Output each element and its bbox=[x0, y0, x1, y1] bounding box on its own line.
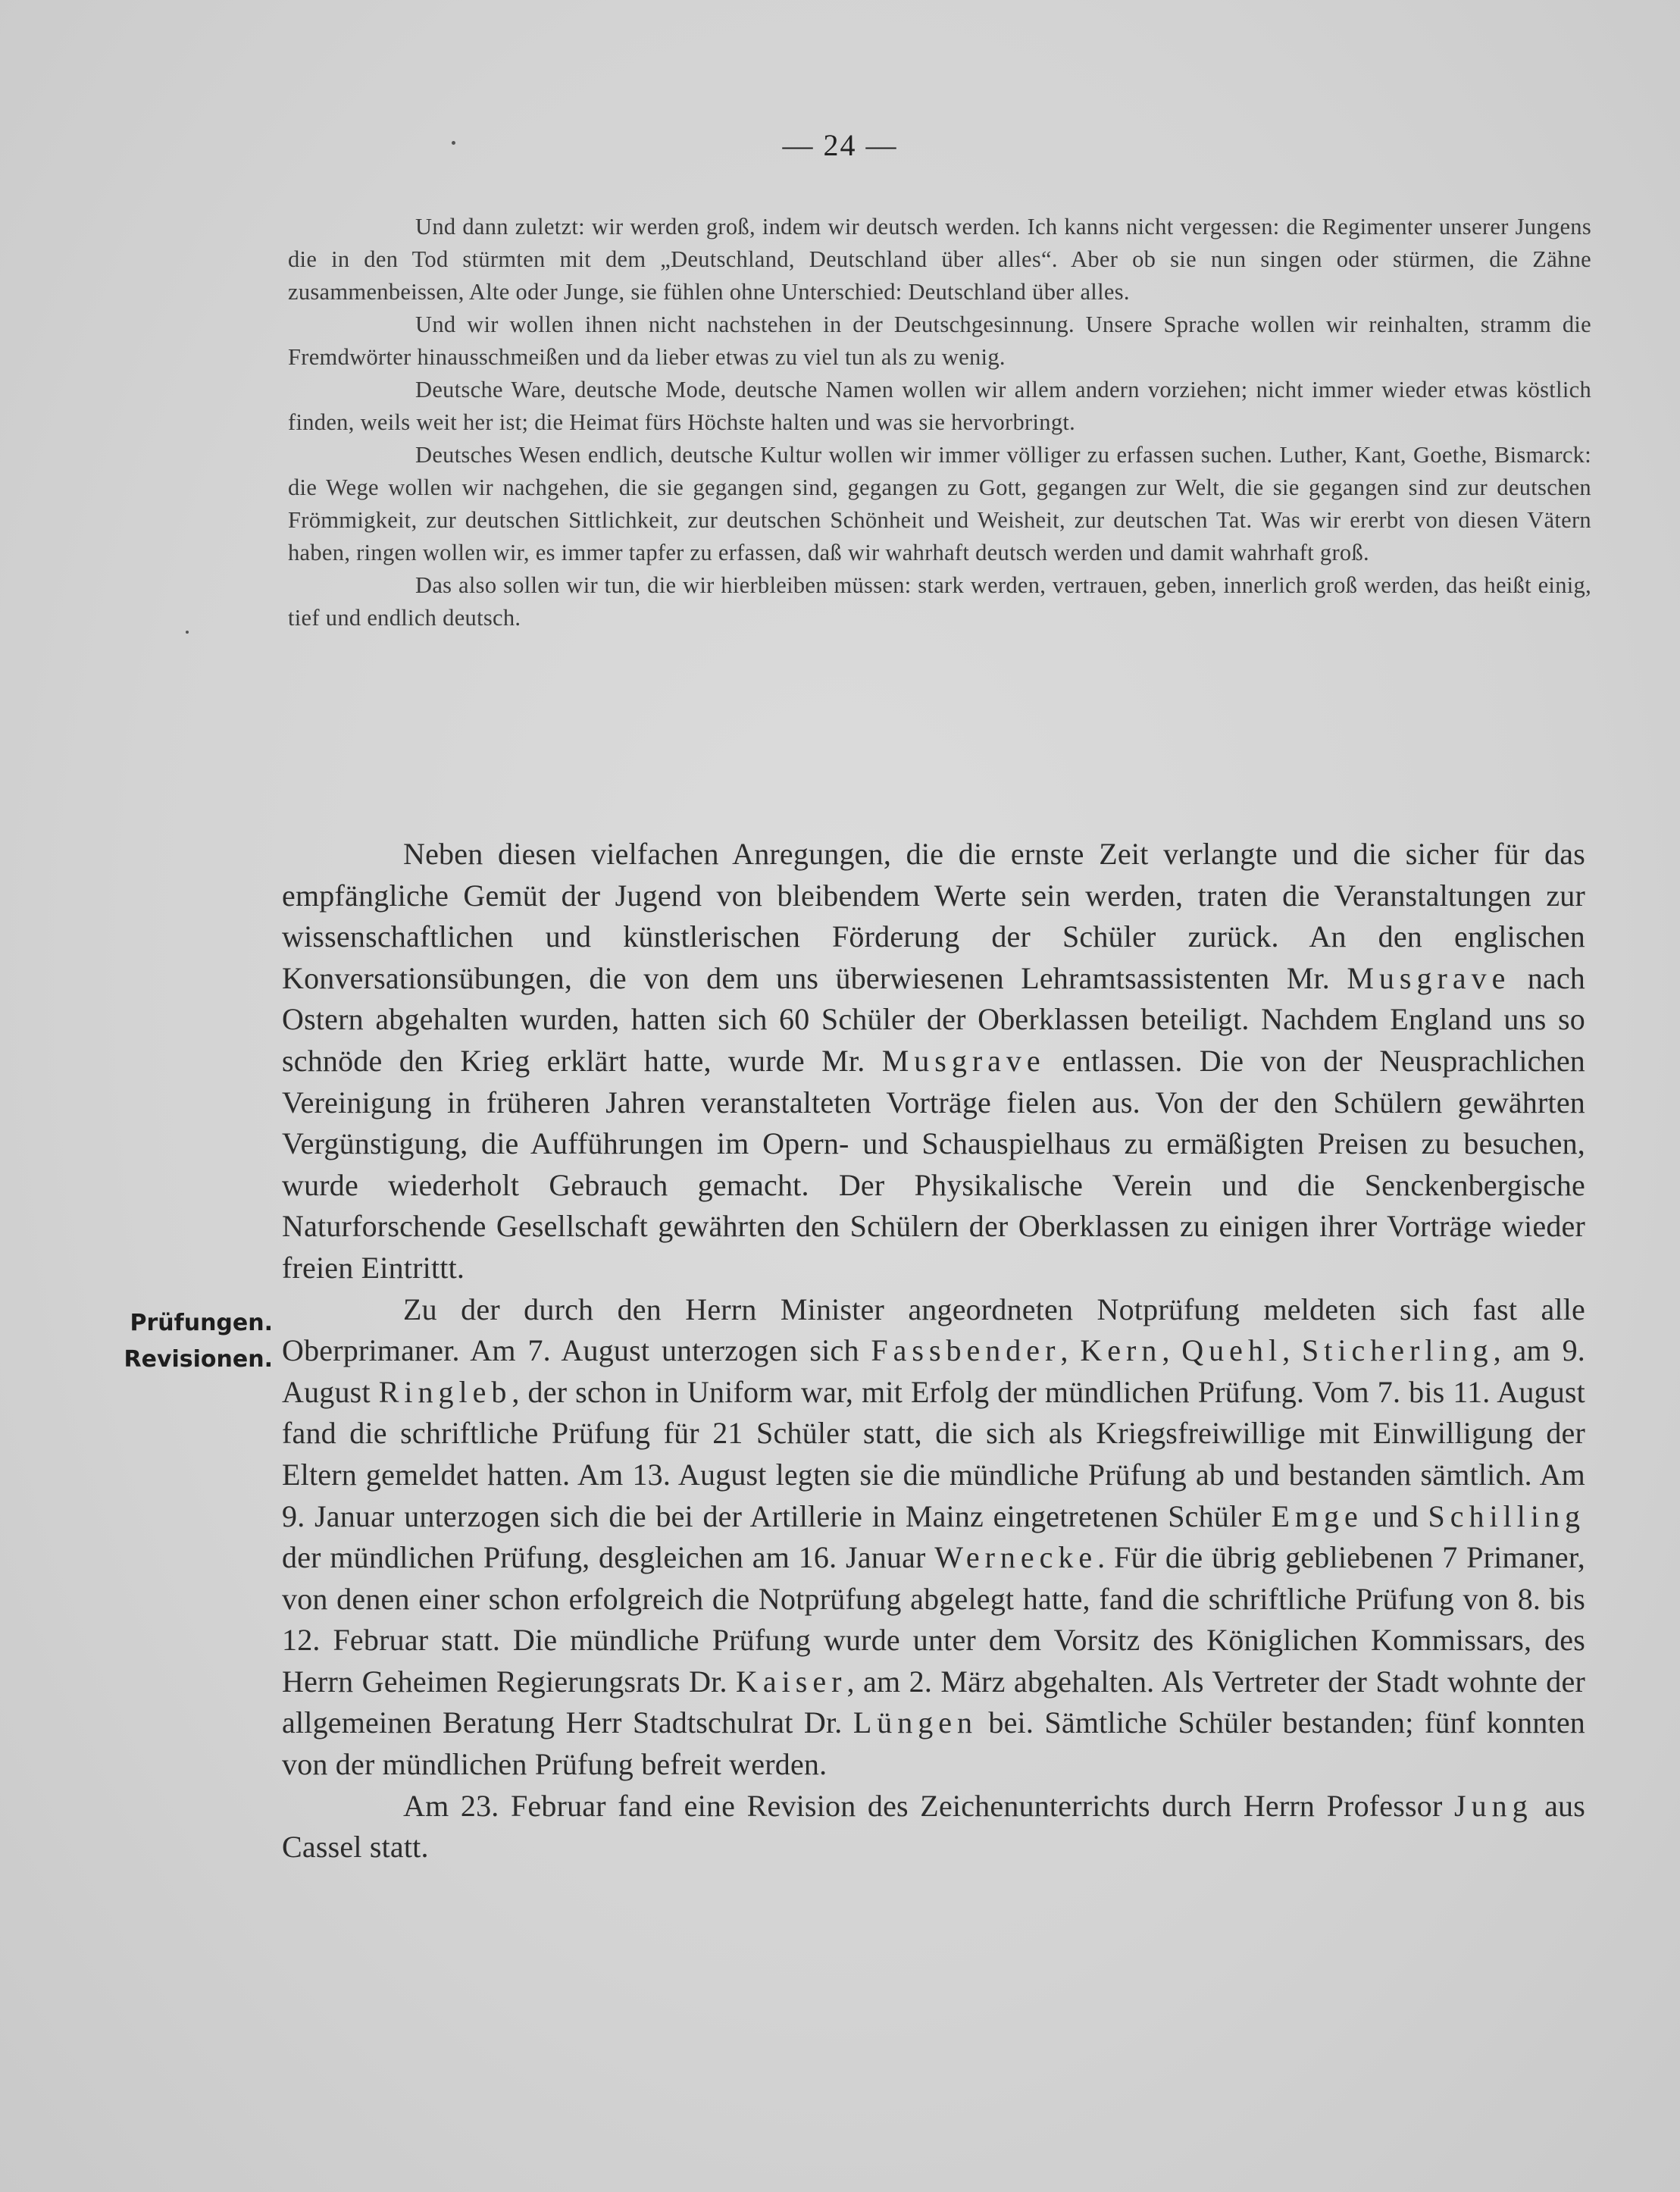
paragraph-events bbox=[282, 834, 1585, 1289]
quoted-speech bbox=[288, 211, 1591, 634]
person-name: Jung bbox=[1454, 1788, 1533, 1823]
text-run: , bbox=[1282, 1333, 1303, 1368]
margin-heading-line: Prüfungen. bbox=[130, 1310, 273, 1336]
paragraph-revision bbox=[282, 1786, 1585, 1868]
text-run: und bbox=[1362, 1498, 1428, 1533]
quote-paragraph: Das also sollen wir tun, die wir hierbleiben müssen: stark werden, vertrauen, geben, innerlich groß werden, das heißt einig, tief und endlich deutsch. bbox=[288, 572, 1591, 631]
quote-paragraph: Und dann zuletzt: wir werden groß, indem wir deutsch werden. Ich kanns nicht vergessen: die Regimenter unserer Jungens die in den Tod stürmten mit dem „Deutschland, Deutschland über alles“. Aber ob sie nun singen oder stürmen, die Zähne zusammenbeissen, Alte oder Junge, sie fühlen ohne Unterschied: Deutschland über alles. bbox=[288, 214, 1591, 305]
person-name: Wernecke bbox=[934, 1540, 1098, 1575]
margin-heading bbox=[106, 1305, 273, 1378]
text-run: der mündlichen Prüfung, desgleichen am 16. Januar bbox=[282, 1540, 935, 1575]
person-name: Musgrave bbox=[1347, 960, 1511, 995]
person-name: Sticherling bbox=[1302, 1333, 1494, 1368]
text-run: , am 9. August bbox=[282, 1333, 1585, 1409]
person-name: Schilling bbox=[1428, 1498, 1585, 1533]
text-run: , am 2. März abgehalten. Als Vertreter der Stadt wohnte der allgemeinen Beratung Herr Stadtschulrat Dr. bbox=[282, 1664, 1585, 1740]
text-run: Neben diesen vielfachen Anregungen, die die ernste Zeit verlangte und die sicher für das empfängliche Gemüt der Jugend von bleibendem Werte sein werden, traten die Veranstaltungen zur wissenschaftlichen und künstlerischen Förderung der Schüler zurück. An den englischen Konversationsübungen, die von dem uns überwiesenen Lehramtsassistenten Mr. bbox=[282, 837, 1585, 995]
person-name: Kaiser bbox=[736, 1664, 847, 1699]
text-run: Am 23. Februar fand eine Revision des Zeichenunterrichts durch Herrn Professor bbox=[403, 1788, 1455, 1823]
text-run: entlassen. Die von der Neusprachlichen Vereinigung in früheren Jahren veranstalteten Vorträge fielen aus. Von der den Schülern gewährten Vergünstigung, die Aufführungen im Opern- und Schauspielhaus zu ermäßigten Preisen zu besuchen, wurde wiederholt Gebrauch gemacht. Der Physikalische Verein und die Senckenbergische Naturforschende Gesellschaft gewährten den Schülern der Oberklassen zu einigen ihrer Vorträge wieder freien Eintrittt. bbox=[282, 1043, 1585, 1285]
person-name: Kern bbox=[1080, 1333, 1162, 1368]
person-name: Fassbender bbox=[871, 1333, 1061, 1368]
page-number: — 24 — bbox=[782, 128, 898, 162]
text-run: . Für die übrig gebliebenen 7 Primaner, von denen einer schon erfolgreich die Notprüfung abgelegt hatte, fand die schriftliche Prüfung von 8. bis 12. Februar statt. Die mündliche Prüfung wurde unter dem Vorsitz des Königlichen Kommissars, des Herrn Geheimen Regierungsrats Dr. bbox=[282, 1540, 1585, 1699]
quote-paragraph: Und wir wollen ihnen nicht nachstehen in der Deutschgesinnung. Unsere Sprache wollen wir reinhalten, stramm die Fremdwörter hinausschmeißen und da lieber etwas zu viel tun als zu wenig. bbox=[288, 312, 1591, 370]
person-name: Quehl bbox=[1181, 1333, 1283, 1368]
person-name: Ringleb bbox=[378, 1374, 512, 1409]
text-run: Zu der durch den Herrn Minister angeordneten Notprüfung meldeten sich fast alle Oberprimaner. Am 7. August unterzogen sich bbox=[282, 1292, 1585, 1368]
main-text bbox=[282, 834, 1585, 1868]
person-name: Emge bbox=[1271, 1498, 1363, 1533]
person-name: Musgrave bbox=[881, 1043, 1046, 1078]
paragraph-exams bbox=[282, 1289, 1585, 1786]
text-run: aus Cassel statt. bbox=[282, 1788, 1586, 1865]
text-run: , der schon in Uniform war, mit Erfolg der mündlichen Prüfung. Vom 7. bis 11. August fand die schriftliche Prüfung für 21 Schüler statt, die sich als Kriegsfreiwillige mit Einwilligung der Eltern gemeldet hatten. Am 13. August legten sie die mündliche Prüfung ab und bestanden sämtlich. Am 9. Januar unterzogen sich die bei der Artillerie in Mainz eingetretenen Schüler bbox=[282, 1374, 1585, 1533]
margin-heading-line: Revisionen. bbox=[124, 1346, 273, 1373]
quote-paragraph: Deutsches Wesen endlich, deutsche Kultur wollen wir immer völliger zu erfassen suchen. Luther, Kant, Goethe, Bismarck: die Wege wollen wir nachgehen, die sie gegangen sind, gegangen zu Gott, gegangen zur Welt, die sie gegangen sind zur deutschen Frömmigkeit, zur deutschen Sittlichkeit, zur deutschen Schönheit und Weisheit, zur deutschen Tat. Was wir ererbt von diesen Vätern haben, ringen wollen wir, es immer tapfer zu erfassen, daß wir wahrhaft deutsch werden und damit wahrhaft groß. bbox=[288, 442, 1591, 565]
text-run: , bbox=[1162, 1333, 1182, 1368]
person-name: Lüngen bbox=[853, 1705, 978, 1740]
ink-speck bbox=[186, 631, 189, 634]
text-run: bei. Sämtliche Schüler bestanden; fünf konnten von der mündlichen Prüfung befreit werden. bbox=[282, 1705, 1585, 1782]
quote-paragraph: Deutsche Ware, deutsche Mode, deutsche Namen wollen wir allem andern vorziehen; nicht immer wieder etwas köstlich finden, weils weit her ist; die Heimat fürs Höchste halten und was sie hervorbringt. bbox=[288, 377, 1591, 435]
text-run: , bbox=[1060, 1333, 1081, 1368]
text-run: nach Ostern abgehalten wurden, hatten sich 60 Schüler der Oberklassen beteiligt. Nachdem England uns so schnöde den Krieg erklärt hatte, wurde Mr. bbox=[282, 960, 1585, 1078]
